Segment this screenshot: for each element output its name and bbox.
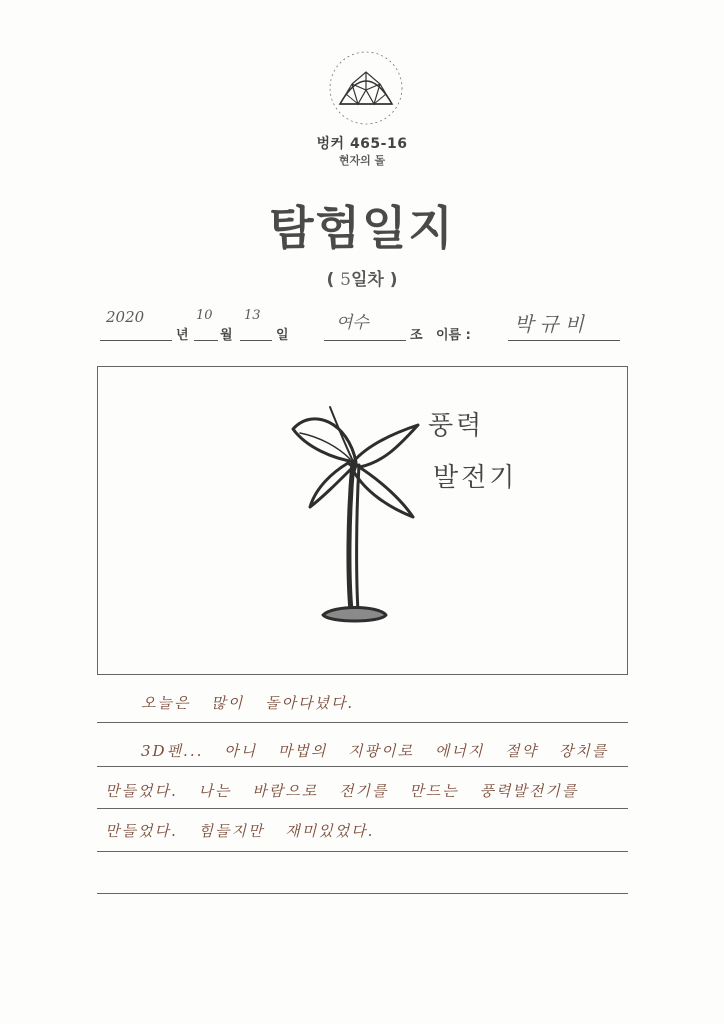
org-subtitle: 현자의 돌 [338,154,386,167]
day-count [0,265,724,290]
name-value: 박규비 [514,312,590,336]
name-label: 이름 : [436,328,471,343]
drawing-caption-line2: 발전기 [433,463,518,493]
geodesic-dome-logo-icon [328,50,404,126]
ruled-line [97,893,628,894]
ruled-line [97,766,628,767]
day-open-paren: ( [326,270,341,290]
day-number: 5 [340,270,351,290]
page-title: 탐험일지 [269,201,455,255]
ruled-line [97,808,628,809]
year-value: 2020 [106,308,145,326]
journal-line-3: 만들었다. 나는 바람으로 전기를 만드는 풍력발전기를 [105,782,579,800]
group-label: 조 [410,328,423,343]
year-label: 년 [176,328,189,343]
day-suffix: 일차 ) [350,270,398,290]
day-label: 일 [276,328,289,343]
journal-line-2: 3D펜... 아니 마법의 지팡이로 에너지 절약 장치를 [141,742,609,760]
info-row [100,306,640,346]
ruled-line [97,851,628,852]
journal-line-1: 오늘은 많이 돌아다녔다. [141,694,355,712]
day-value: 13 [244,308,261,323]
org-name: 벙커 465-16 [316,136,408,152]
ruled-line [97,722,628,723]
month-label: 월 [220,328,233,343]
month-value: 10 [196,308,213,323]
drawing-box [97,366,628,675]
group-value: 여수 [336,313,369,333]
journal-line-4: 만들었다. 힘들지만 재미있었다. [105,822,375,840]
drawing-caption-line1: 풍력 [428,411,485,441]
pinwheel-windmill-sketch-icon [98,367,626,673]
